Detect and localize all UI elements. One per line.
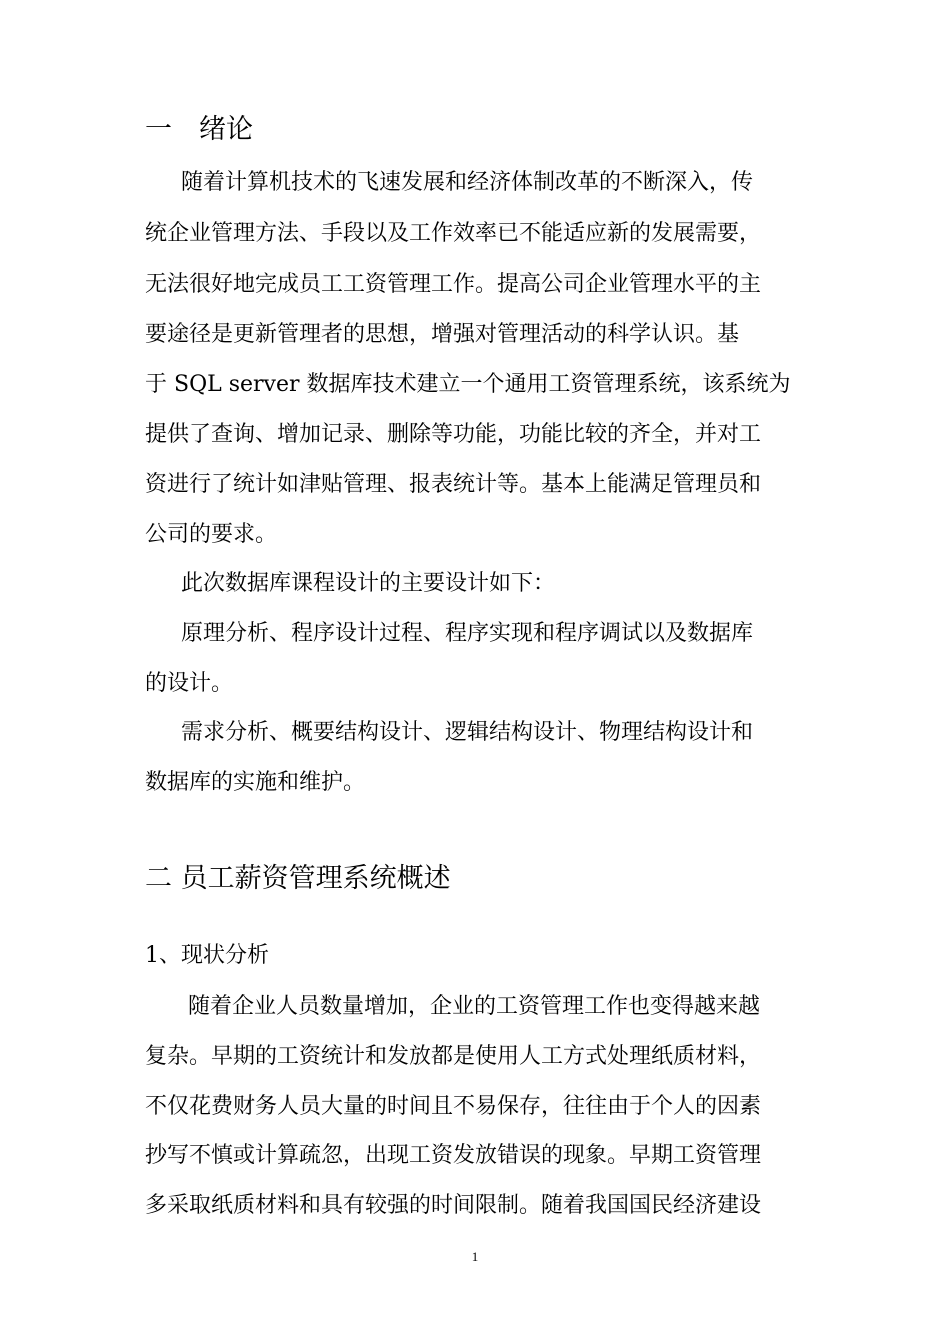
text-line: 数据库的实施和维护。 — [145, 770, 366, 795]
text-line: 要途径是更新管理者的思想，增强对管理活动的科学认识。基 — [145, 322, 740, 347]
text-line: 复杂。早期的工资统计和发放都是使用人工方式处理纸质材料， — [145, 1044, 762, 1069]
text-line: 原理分析、程序设计过程、程序实现和程序调试以及数据库 — [181, 621, 754, 646]
text-line: 资进行了统计如津贴管理、报表统计等。基本上能满足管理员和 — [145, 472, 762, 497]
text-line: 需求分析、概要结构设计、逻辑结构设计、物理结构设计和 — [181, 720, 754, 745]
text-line: 提供了查询、增加记录、删除等功能，功能比较的齐全，并对工 — [145, 422, 762, 447]
text-line: 多采取纸质材料和具有较强的时间限制。随着我国国民经济建设 — [145, 1193, 762, 1218]
text-line: 无法很好地完成员工工资管理工作。提高公司企业管理水平的主 — [145, 272, 762, 297]
text-line: 此次数据库课程设计的主要设计如下： — [181, 571, 556, 596]
text-line: 公司的要求。 — [145, 522, 278, 547]
text-line: 不仅花费财务人员大量的时间且不易保存，往往由于个人的因素 — [145, 1094, 762, 1119]
text-line: 统企业管理方法、手段以及工作效率已不能适应新的发展需要， — [145, 221, 762, 246]
text-line: 抄写不慎或计算疏忽，出现工资发放错误的现象。早期工资管理 — [145, 1143, 762, 1168]
page-number: 1 — [471, 1249, 479, 1264]
text-line: 随着计算机技术的飞速发展和经济体制改革的不断深入，传 — [181, 170, 754, 195]
section-heading-intro: 一 绪论 — [145, 114, 253, 145]
text-line: 于 SQL server 数据库技术建立一个通用工资管理系统，该系统为 — [145, 372, 791, 397]
section-heading-overview: 二 员工薪资管理系统概述 — [145, 863, 451, 894]
text-line: 的设计。 — [145, 671, 234, 696]
subsection-heading: 1、现状分析 — [145, 943, 269, 968]
text-line: 随着企业人员数量增加，企业的工资管理工作也变得越来越 — [188, 994, 761, 1019]
